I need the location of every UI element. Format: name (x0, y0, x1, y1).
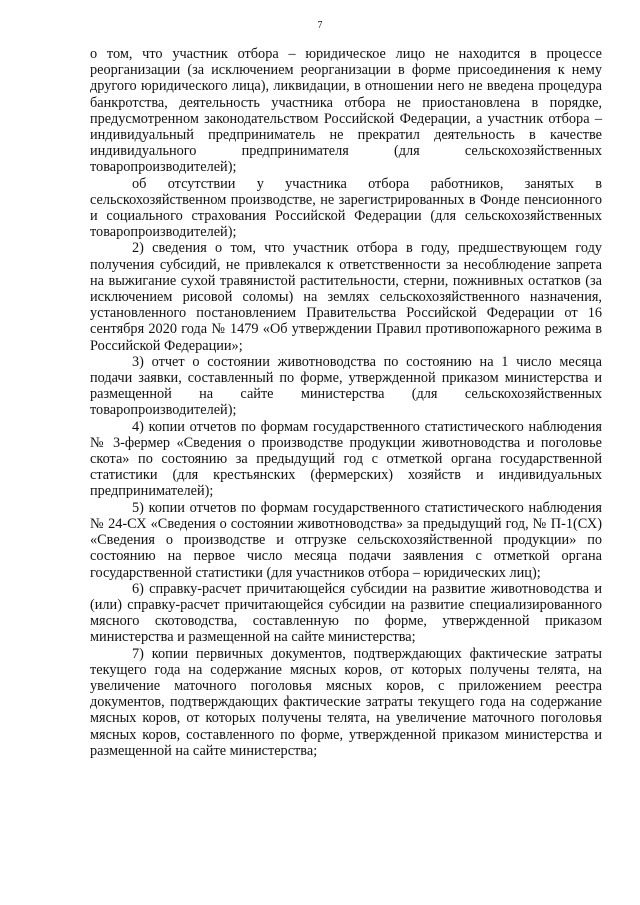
paragraph-item-5: 5) копии отчетов по формам государственного статистического наблюдения № 24-СХ «Сведения о состоянии животноводства» за предыдущий год, № П-1(СХ) «Сведения о производстве и отгрузке сельскохозяйственной продукции» по состоянию на первое число месяца подачи заявления с отметкой органа государственной статистики (для участников отбора – юридических лиц); (90, 499, 602, 581)
paragraph-continuation: о том, что участник отбора – юридическое лицо не находится в процессе реорганизации (за исключением реорганизации в форме присоединения к нему другого юридического лица), ликвидации, в отношении него не введена процедура банкротства, деятельность участника отбора не приостановлена в порядке, предусмотренном законодательством Российской Федерации, а участник отбора – индивидуальный предприниматель не прекратил деятельность в качестве индивидуального предпринимателя (для сельскохозяйственных товаропроизводителей); (90, 46, 602, 176)
paragraph-no-unregistered-workers: об отсутствии у участника отбора работников, занятых в сельскохозяйственном производстве, не зарегистрированных в Фонде пенсионного и социального страхования Российской Федерации (для сельскохозяйственных товаропроизводителей); (90, 175, 602, 241)
paragraph-item-6: 6) справку-расчет причитающейся субсидии на развитие животноводства и (или) справку-расчет причитающейся субсидии на развитие специализированного мясного скотоводства, составленную по форме, утвержденной приказом министерства и размещенной на сайте министерства; (90, 580, 602, 646)
document-body (90, 46, 602, 759)
paragraph-item-7: 7) копии первичных документов, подтверждающих фактические затраты текущего года на содержание мясных коров, от которых получены телята, на увеличение маточного поголовья мясных коров, с приложением реестра документов, подтверждающих фактические затраты текущего года на содержание мясных коров, от которых получены телята, на увеличение маточного поголовья мясных коров, составленного по форме, утвержденной приказом министерства и размещенной на сайте министерства; (90, 645, 602, 759)
paragraph-item-2: 2) сведения о том, что участник отбора в году, предшествующем году получения субсидий, не привлекался к ответственности за несоблюдение запрета на выжигание сухой травянистой растительности, стерни, пожнивных остатков (за исключением рисовой соломы) на землях сельскохозяйственного назначения, установленного постановлением Правительства Российской Федерации от 16 сентября 2020 года № 1479 «Об утверждении Правил противопожарного режима в Российской Федерации»; (90, 240, 602, 354)
paragraph-item-4: 4) копии отчетов по формам государственного статистического наблюдения № 3-фермер «Сведения о производстве продукции животноводства и поголовье скота» по состоянию за предыдущий год с отметкой органа государственной статистики (для крестьянских (фермерских) хозяйств и индивидуальных предпринимателей); (90, 418, 602, 500)
paragraph-item-3: 3) отчет о состоянии животноводства по состоянию на 1 число месяца подачи заявки, составленный по форме, утвержденной приказом министерства и размещенной на сайте министерства (для сельскохозяйственных товаропроизводителей); (90, 353, 602, 419)
page-number: 7 (317, 20, 323, 31)
